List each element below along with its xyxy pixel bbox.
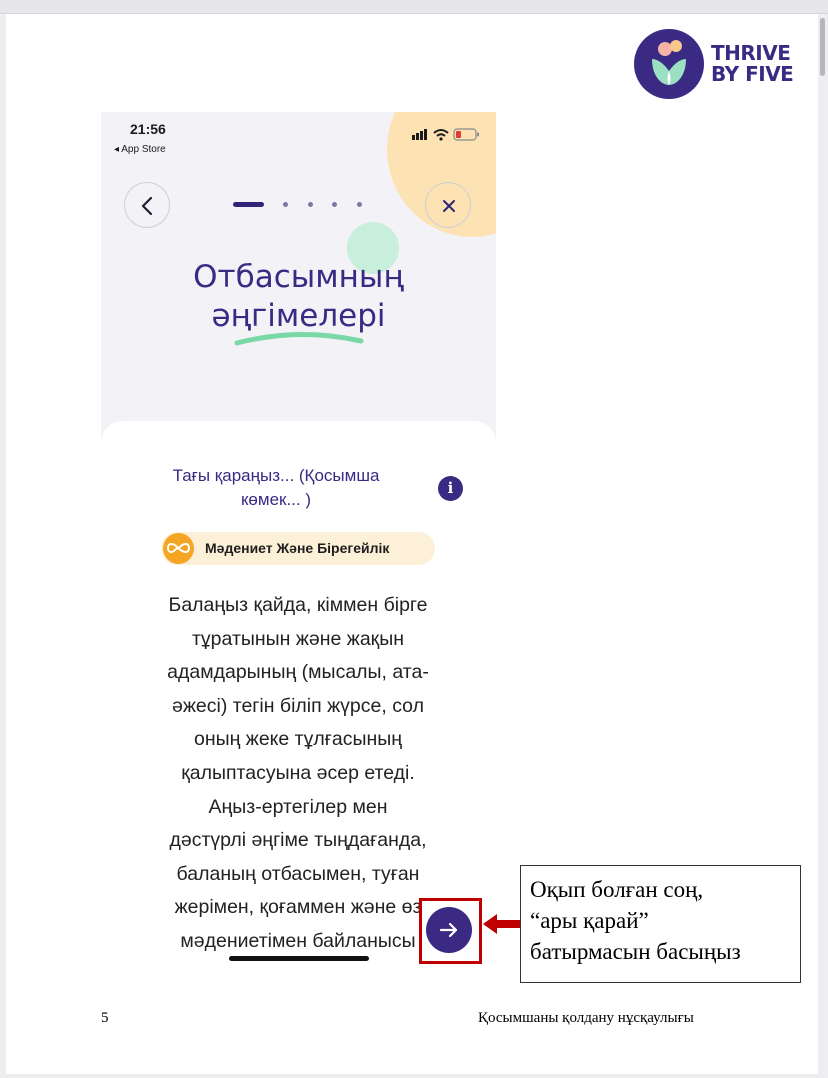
content-card — [101, 421, 496, 972]
chevron-left-icon — [125, 183, 171, 229]
logo-line-2: BY FIVE — [711, 62, 794, 86]
callout-line-1: Оқып болған соң, — [530, 877, 704, 902]
wifi-icon — [434, 130, 448, 136]
body-line: Аңыз-ертегілер мен — [208, 795, 388, 818]
battery-icon — [454, 129, 479, 140]
instruction-callout — [520, 865, 801, 983]
body-line: тұратынын және жақын — [192, 627, 404, 650]
story-body-text — [129, 589, 467, 959]
body-line: баланың отбасымен, туған — [176, 862, 420, 885]
body-line: Балаңыз қайда, кіммен бірге — [168, 594, 428, 616]
back-button[interactable] — [124, 182, 170, 228]
callout-line-2: “ары қарай” — [530, 908, 649, 933]
logo-wordmark — [711, 43, 793, 85]
category-tag-label: Мәдениет Және Бірегейлік — [205, 540, 390, 556]
body-line: әжесі) тегін біліп жүрсе, сол — [172, 694, 424, 717]
body-line: дәстүрлі әңгіме тыңдағанда, — [169, 829, 427, 852]
culture-tag-icon — [163, 533, 194, 564]
pointer-arrow-icon — [483, 912, 523, 936]
callout-line-3: батырмасын басыңыз — [530, 939, 741, 964]
progress-dot — [357, 202, 362, 207]
status-icons — [412, 127, 482, 141]
category-tag — [161, 532, 435, 565]
title-underline-decoration — [233, 325, 365, 349]
home-indicator — [229, 956, 369, 961]
footer-title: Қосымшаны қолдану нұсқаулығы — [478, 1010, 694, 1026]
body-line: жерімен, қоғаммен және өз — [174, 896, 422, 919]
next-button-highlight — [419, 898, 482, 964]
close-button[interactable] — [425, 182, 471, 228]
progress-dot — [308, 202, 313, 207]
close-icon — [426, 183, 472, 229]
body-line: мәдениетімен байланысы — [180, 929, 416, 952]
thrive-by-five-logo — [634, 29, 804, 101]
page-number: 5 — [101, 1010, 109, 1026]
logo-line-1: THRIVE — [711, 41, 791, 65]
body-line: оның жеке тұлғасының — [193, 728, 403, 751]
progress-dot-active — [233, 202, 264, 207]
progress-dot — [332, 202, 337, 207]
story-title-line-2: әңгімелері — [211, 298, 386, 334]
body-line: қалыптасуына әсер етеді. — [181, 761, 415, 784]
body-line: адамдарының (мысалы, ата- — [167, 661, 429, 684]
progress-dot — [283, 202, 288, 207]
status-time: 21:56 — [130, 121, 166, 137]
signal-icon — [412, 129, 427, 140]
viewer-top-strip — [0, 0, 828, 14]
scrollbar-thumb[interactable] — [820, 18, 825, 76]
status-back-to-app-store[interactable]: ◂ App Store — [114, 144, 166, 155]
phone-screen — [101, 112, 496, 972]
help-link[interactable]: Тағы қараңыз... (Қосымша көмек... ) — [172, 466, 380, 509]
story-title-line-1: Отбасымның — [193, 259, 404, 295]
info-icon[interactable]: i — [438, 476, 463, 501]
logo-flower-icon — [634, 29, 704, 99]
progress-dots — [233, 202, 363, 208]
logo-emblem — [634, 29, 704, 99]
